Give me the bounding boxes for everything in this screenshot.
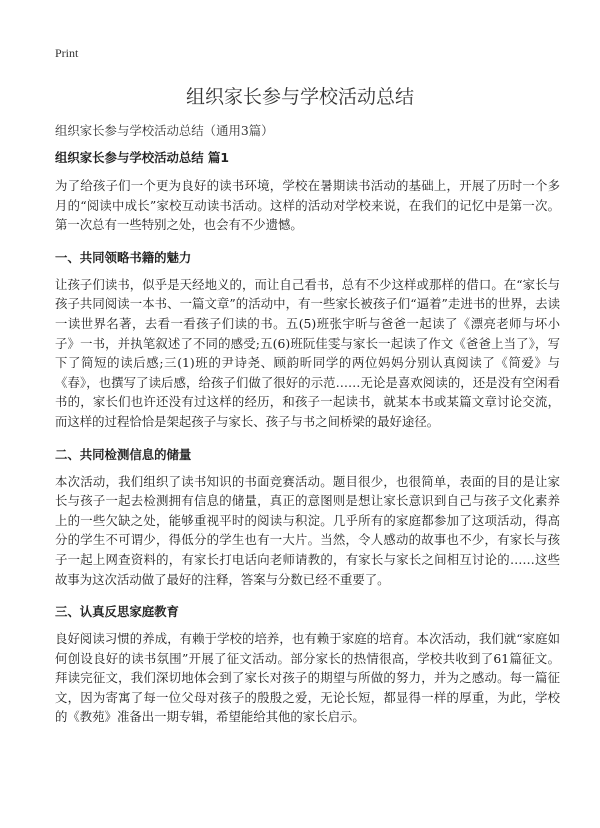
section-heading: 二、共同检测信息的储量 bbox=[55, 446, 192, 462]
section-body: 本次活动，我们组织了读书知识的书面竞赛活动。题目很少，也很简单，表面的目的是让家长与孩子一起去检测拥有信息的储量，真正的意图则是想让家长意识到自己与孩子文化素养上的一些欠缺之处，能够重视平时的阅读与积淀。几乎所有的家庭都参加了这项活动，得高分的学生不可谓少，得低分的学生也有一大片。当然，令人感动的故事也不少，有家长与孩子一起上网查资料的，有家长打电话向老师请教的，有家长与家长之间相互讨论的……这些故事为这次活动做了最好的注释，答案与分数已经不重要了。 bbox=[55, 473, 560, 587]
section-body: 让孩子们读书，似乎是天经地义的，而让自己看书，总有不少这样或那样的借口。在“家长与孩子共同阅读一本书、一篇文章”的活动中，有一些家长被孩子们“逼着”走进书的世界，去读一读世界名著，去看一看孩子们读的书。五(5)班张宇昕与爸爸一起读了《漂亮老师与坏小子》一书，并执笔叙述了不同的感受;五(6)班阮佳雯与家长一起读了作文《爸爸上当了》，写下了简短的读后感;三(1)班的尹诗尧、顾韵昕同学的两位妈妈分别认真阅读了《简爱》与《春》，也撰写了读后感，给孩子们做了很好的示范……无论是喜欢阅读的，还是没有空闲看书的，家长们也许还没有过这样的经历，和孩子一起读书，就某本书或某篇文章讨论交流，而这样的过程恰恰是架起孩子与家长、孩子与书之间桥梁的最好途径。 bbox=[55, 276, 560, 429]
section-body: 良好阅读习惯的养成，有赖于学校的培养，也有赖于家庭的培育。本次活动，我们就“家庭如何创设良好的读书氛围”开展了征文活动。部分家长的热情很高，学校共收到了61篇征文。拜读完征文，我们深切地体会到了家长对孩子的期望与所做的努力，并为之感动。每一篇征文，因为寄寓了每一位父母对孩子的殷殷之爱，无论长短，都显得一样的厚重，为此，学校的《教苑》准备出一期专辑，希望能给其他的家长启示。 bbox=[55, 631, 560, 725]
page-title: 组织家长参与学校活动总结 bbox=[185, 86, 414, 108]
section-heading: 一、共同领略书籍的魅力 bbox=[55, 249, 192, 265]
section-heading: 三、认真反思家庭教育 bbox=[55, 604, 179, 620]
print-link[interactable]: Print bbox=[55, 46, 79, 60]
article-content bbox=[55, 148, 560, 727]
document-subtitle: 组织家长参与学校活动总结（通用3篇） bbox=[55, 123, 274, 138]
article-heading: 组织家长参与学校活动总结 篇1 bbox=[55, 150, 230, 165]
intro-paragraph: 为了给孩子们一个更为良好的读书环境，学校在暑期读书活动的基础上，开展了历时一个多月的“阅读中成长”家校互动读书活动。这样的活动对学校来说，在我们的记忆中是第一次。第一次总有一些特别之处，也会有不少遗憾。 bbox=[55, 178, 560, 233]
